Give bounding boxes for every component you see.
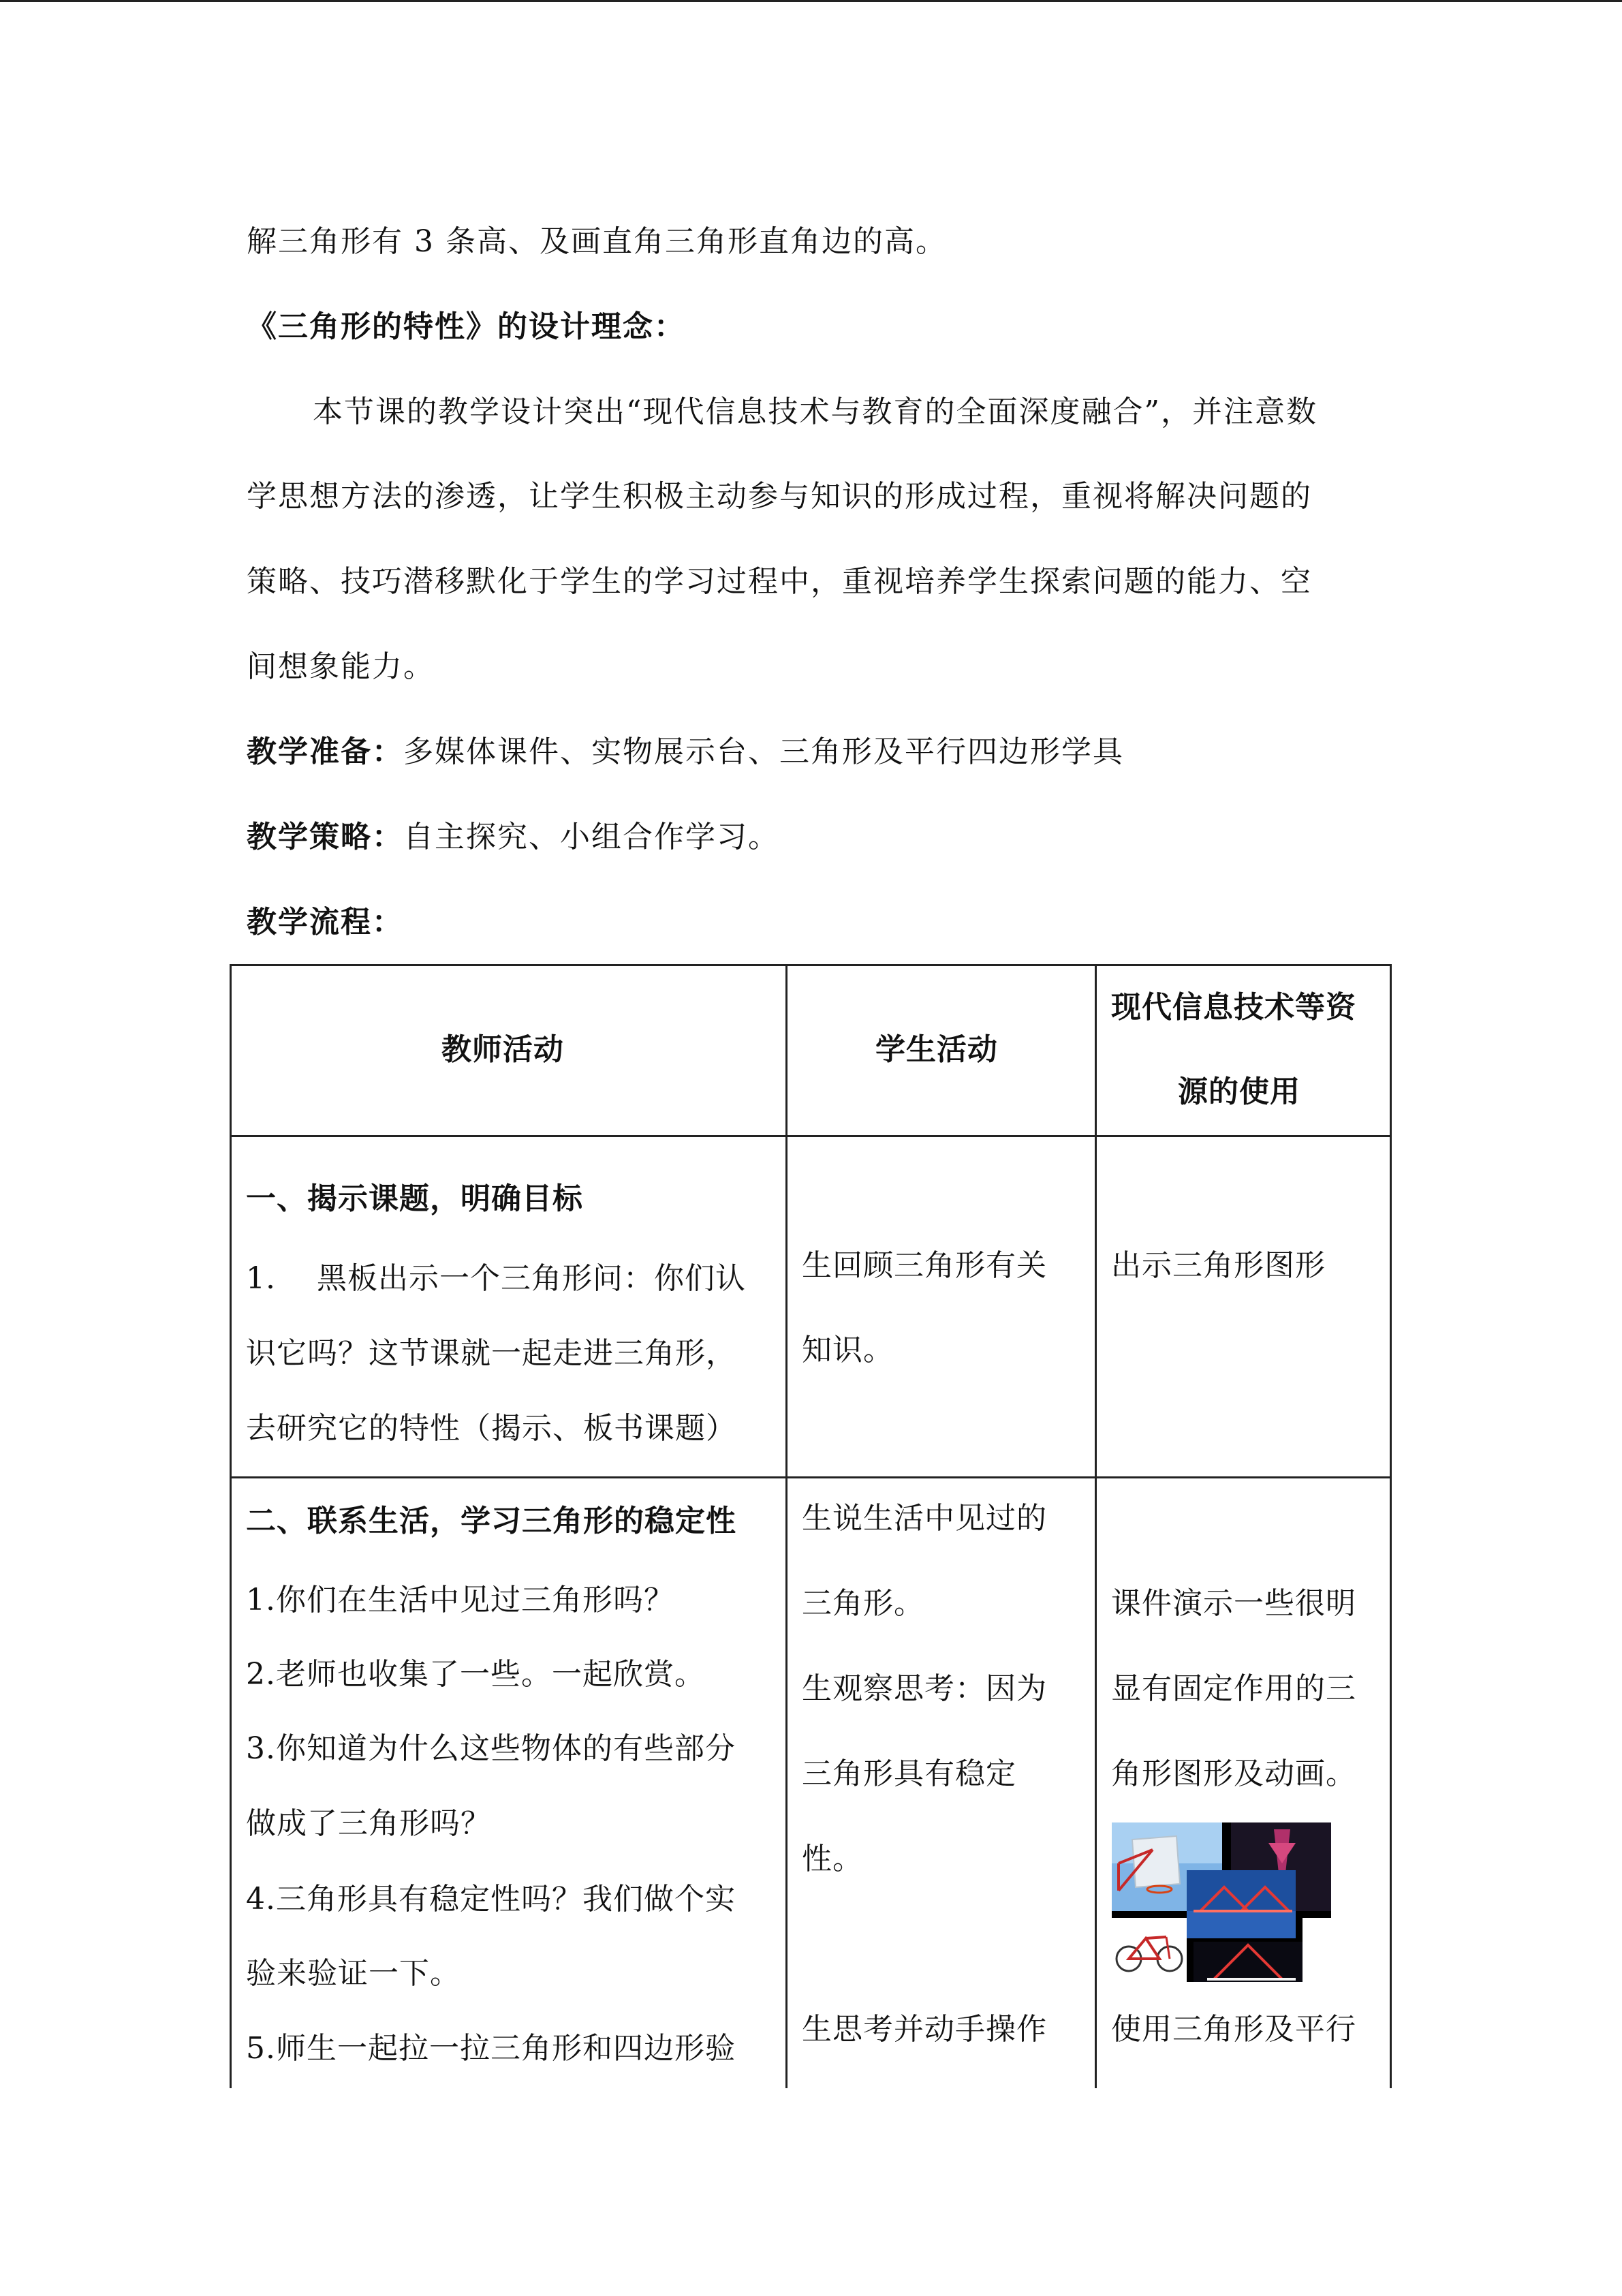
prep-label: 教学准备：: [247, 734, 403, 769]
document-page: [0, 2, 1622, 2296]
row2-teacher-heading: 二、联系生活，学习三角形的稳定性: [246, 1504, 736, 1538]
row2-student-line: 生观察思考：因为: [802, 1671, 1047, 1706]
row2-tech-line: 角形图形及动画。: [1111, 1756, 1356, 1791]
paragraph-line: 解三角形有 3 条高、及画直角三角形直角边的高。: [247, 224, 947, 259]
header-teacher: 教师活动: [441, 1032, 564, 1067]
row2-student-line: 生思考并动手操作: [802, 2012, 1047, 2047]
table-border: [1095, 964, 1097, 2088]
row1-student-line: 生回顾三角形有关: [802, 1248, 1047, 1283]
table-border: [230, 1135, 1392, 1137]
prep-line: [247, 732, 1124, 773]
table-border: [1390, 964, 1392, 2088]
row2-teacher-line: 5.师生一起拉一拉三角形和四边形验: [246, 2031, 736, 2066]
row1-tech-line: 出示三角形图形: [1111, 1248, 1326, 1283]
table-border: [230, 964, 232, 2088]
strategy-label: 教学策略：: [247, 820, 403, 854]
row2-teacher-line: 做成了三角形吗？: [246, 1806, 491, 1841]
strategy-line: [247, 817, 779, 858]
table-border: [785, 964, 787, 2088]
row1-teacher-line: 去研究它的特性（揭示、板书课题）: [246, 1411, 736, 1446]
table-border: [230, 964, 1392, 966]
header-tech: 源的使用: [1178, 1074, 1300, 1109]
header-tech: 现代信息技术等资: [1111, 990, 1356, 1025]
row2-teacher-line: 3.你知道为什么这些物体的有些部分: [246, 1731, 736, 1766]
row2-student-line: 三角形具有稳定: [802, 1756, 1016, 1791]
row1-teacher-line: 1. 黑板出示一个三角形问：你们认: [246, 1261, 746, 1296]
paragraph-line: 学思想方法的渗透，让学生积极主动参与知识的形成过程，重视将解决问题的: [247, 479, 1312, 514]
section-heading: 《三角形的特性》的设计理念：: [247, 309, 685, 344]
row2-tech-line: 使用三角形及平行: [1111, 2012, 1356, 2047]
paragraph-line: 本节课的教学设计突出“现代信息技术与教育的全面深度融合”，并注意数: [313, 394, 1317, 429]
row2-tech-line: 课件演示一些很明: [1111, 1586, 1356, 1621]
paragraph-line: 策略、技巧潜移默化于学生的学习过程中，重视培养学生探索问题的能力、空: [247, 564, 1312, 599]
row1-student-line: 知识。: [802, 1333, 894, 1367]
row2-teacher-line: 4.三角形具有稳定性吗？我们做个实: [246, 1882, 736, 1917]
row2-student-line: 三角形。: [802, 1586, 924, 1621]
row2-teacher-line: 2.老师也收集了一些。一起欣赏。: [246, 1657, 705, 1692]
table-border: [230, 1476, 1392, 1478]
row1-teacher-heading: 一、揭示课题，明确目标: [246, 1181, 583, 1216]
paragraph-line: 间想象能力。: [247, 649, 435, 684]
row1-teacher-line: 识它吗？这节课就一起走进三角形，: [246, 1336, 736, 1371]
row2-tech-line: 显有固定作用的三: [1111, 1671, 1356, 1706]
row2-student-line: 性。: [802, 1842, 863, 1876]
prep-text: 多媒体课件、实物展示台、三角形及平行四边形学具: [403, 734, 1124, 769]
triangle-examples-collage-image: [1112, 1822, 1331, 1982]
row2-teacher-line: 验来验证一下。: [246, 1956, 461, 1991]
row2-teacher-line: 1.你们在生活中见过三角形吗？: [246, 1583, 674, 1617]
row2-student-line: 生说生活中见过的: [802, 1501, 1047, 1536]
header-student: 学生活动: [875, 1032, 998, 1067]
flow-label: 教学流程：: [247, 905, 403, 940]
strategy-text: 自主探究、小组合作学习。: [403, 820, 779, 854]
